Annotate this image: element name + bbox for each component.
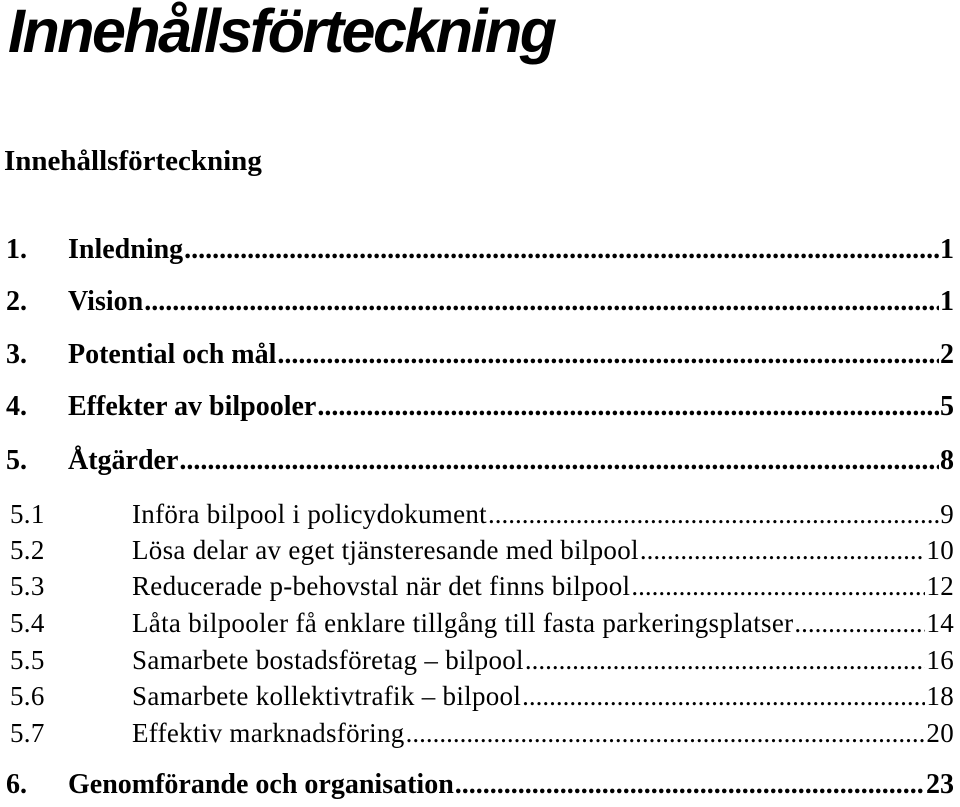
toc-page-number: 12 xyxy=(926,571,954,601)
toc-number: 5.4 xyxy=(10,608,45,638)
dot-leader xyxy=(522,678,925,714)
dot-leader xyxy=(455,767,925,803)
toc-page-number: 9 xyxy=(940,499,954,529)
toc-label: Vision xyxy=(68,286,144,317)
toc-number: 5.6 xyxy=(10,681,45,711)
toc-page-number: 1 xyxy=(940,286,954,317)
toc-label: Lösa delar av eget tjänsteresande med bilpool xyxy=(132,535,639,565)
toc-number: 5.1 xyxy=(10,499,45,529)
toc-page-number: 23 xyxy=(926,769,954,800)
toc-label: Införa bilpool i policydokument xyxy=(132,499,487,529)
toc-label: Genomförande och organisation xyxy=(68,769,454,800)
dot-leader xyxy=(179,443,939,479)
toc-page-number: 16 xyxy=(926,645,954,675)
toc-entry-vision[interactable] xyxy=(0,284,960,320)
toc-entry-5-5[interactable] xyxy=(0,642,960,678)
toc-number: 6. xyxy=(6,769,27,800)
dot-leader xyxy=(277,337,939,373)
toc-page-number: 8 xyxy=(940,445,954,476)
dot-leader xyxy=(640,532,926,568)
toc-number: 2. xyxy=(6,286,27,317)
toc-page-number: 5 xyxy=(940,391,954,422)
toc-entry-genomforande[interactable] xyxy=(0,767,960,803)
toc-number: 5.7 xyxy=(10,718,45,748)
toc-entry-inledning[interactable] xyxy=(0,232,960,268)
toc-number: 1. xyxy=(6,234,27,265)
dot-leader xyxy=(144,284,939,320)
toc-label: Potential och mål xyxy=(68,339,277,370)
toc-entry-5-4[interactable] xyxy=(0,605,960,641)
dot-leader xyxy=(525,642,926,678)
toc-label: Effektiv marknadsföring xyxy=(132,718,405,748)
dot-leader xyxy=(794,605,925,641)
toc-number: 5. xyxy=(6,445,27,476)
toc-number: 5.3 xyxy=(10,571,45,601)
dot-leader xyxy=(317,389,939,425)
toc-page-number: 20 xyxy=(926,718,954,748)
toc-entry-5-2[interactable] xyxy=(0,532,960,568)
dot-leader xyxy=(631,568,925,604)
toc-number: 4. xyxy=(6,391,27,422)
toc-page-number: 2 xyxy=(940,339,954,370)
dot-leader xyxy=(184,232,939,268)
toc-label: Reducerade p-behovstal när det finns bilpool xyxy=(132,571,631,601)
toc-entry-effekter[interactable] xyxy=(0,389,960,425)
toc-number: 5.5 xyxy=(10,645,45,675)
toc-number: 3. xyxy=(6,339,27,370)
dot-leader xyxy=(488,496,939,532)
toc-entry-potential[interactable] xyxy=(0,337,960,373)
toc-label: Samarbete kollektivtrafik – bilpool xyxy=(132,681,522,711)
page-title: Innehållsförteckning xyxy=(8,0,555,65)
toc-heading: Innehållsförteckning xyxy=(4,145,262,177)
toc-entry-5-1[interactable] xyxy=(0,496,960,532)
toc-page-number: 1 xyxy=(940,234,954,265)
toc-page-number: 18 xyxy=(926,681,954,711)
toc-label: Inledning xyxy=(68,234,184,265)
toc-label: Åtgärder xyxy=(68,445,179,476)
toc-entry-5-3[interactable] xyxy=(0,568,960,604)
toc-label: Låta bilpooler få enklare tillgång till fasta parkeringsplatser xyxy=(132,608,794,638)
toc-page-number: 10 xyxy=(926,535,954,565)
toc-entry-atgarder[interactable] xyxy=(0,443,960,479)
toc-label: Effekter av bilpooler xyxy=(68,391,317,422)
dot-leader xyxy=(406,715,926,751)
toc-page-number: 14 xyxy=(926,608,954,638)
toc-entry-5-7[interactable] xyxy=(0,715,960,751)
toc-entry-5-6[interactable] xyxy=(0,678,960,714)
toc-number: 5.2 xyxy=(10,535,45,565)
toc-label: Samarbete bostadsföretag – bilpool xyxy=(132,645,524,675)
